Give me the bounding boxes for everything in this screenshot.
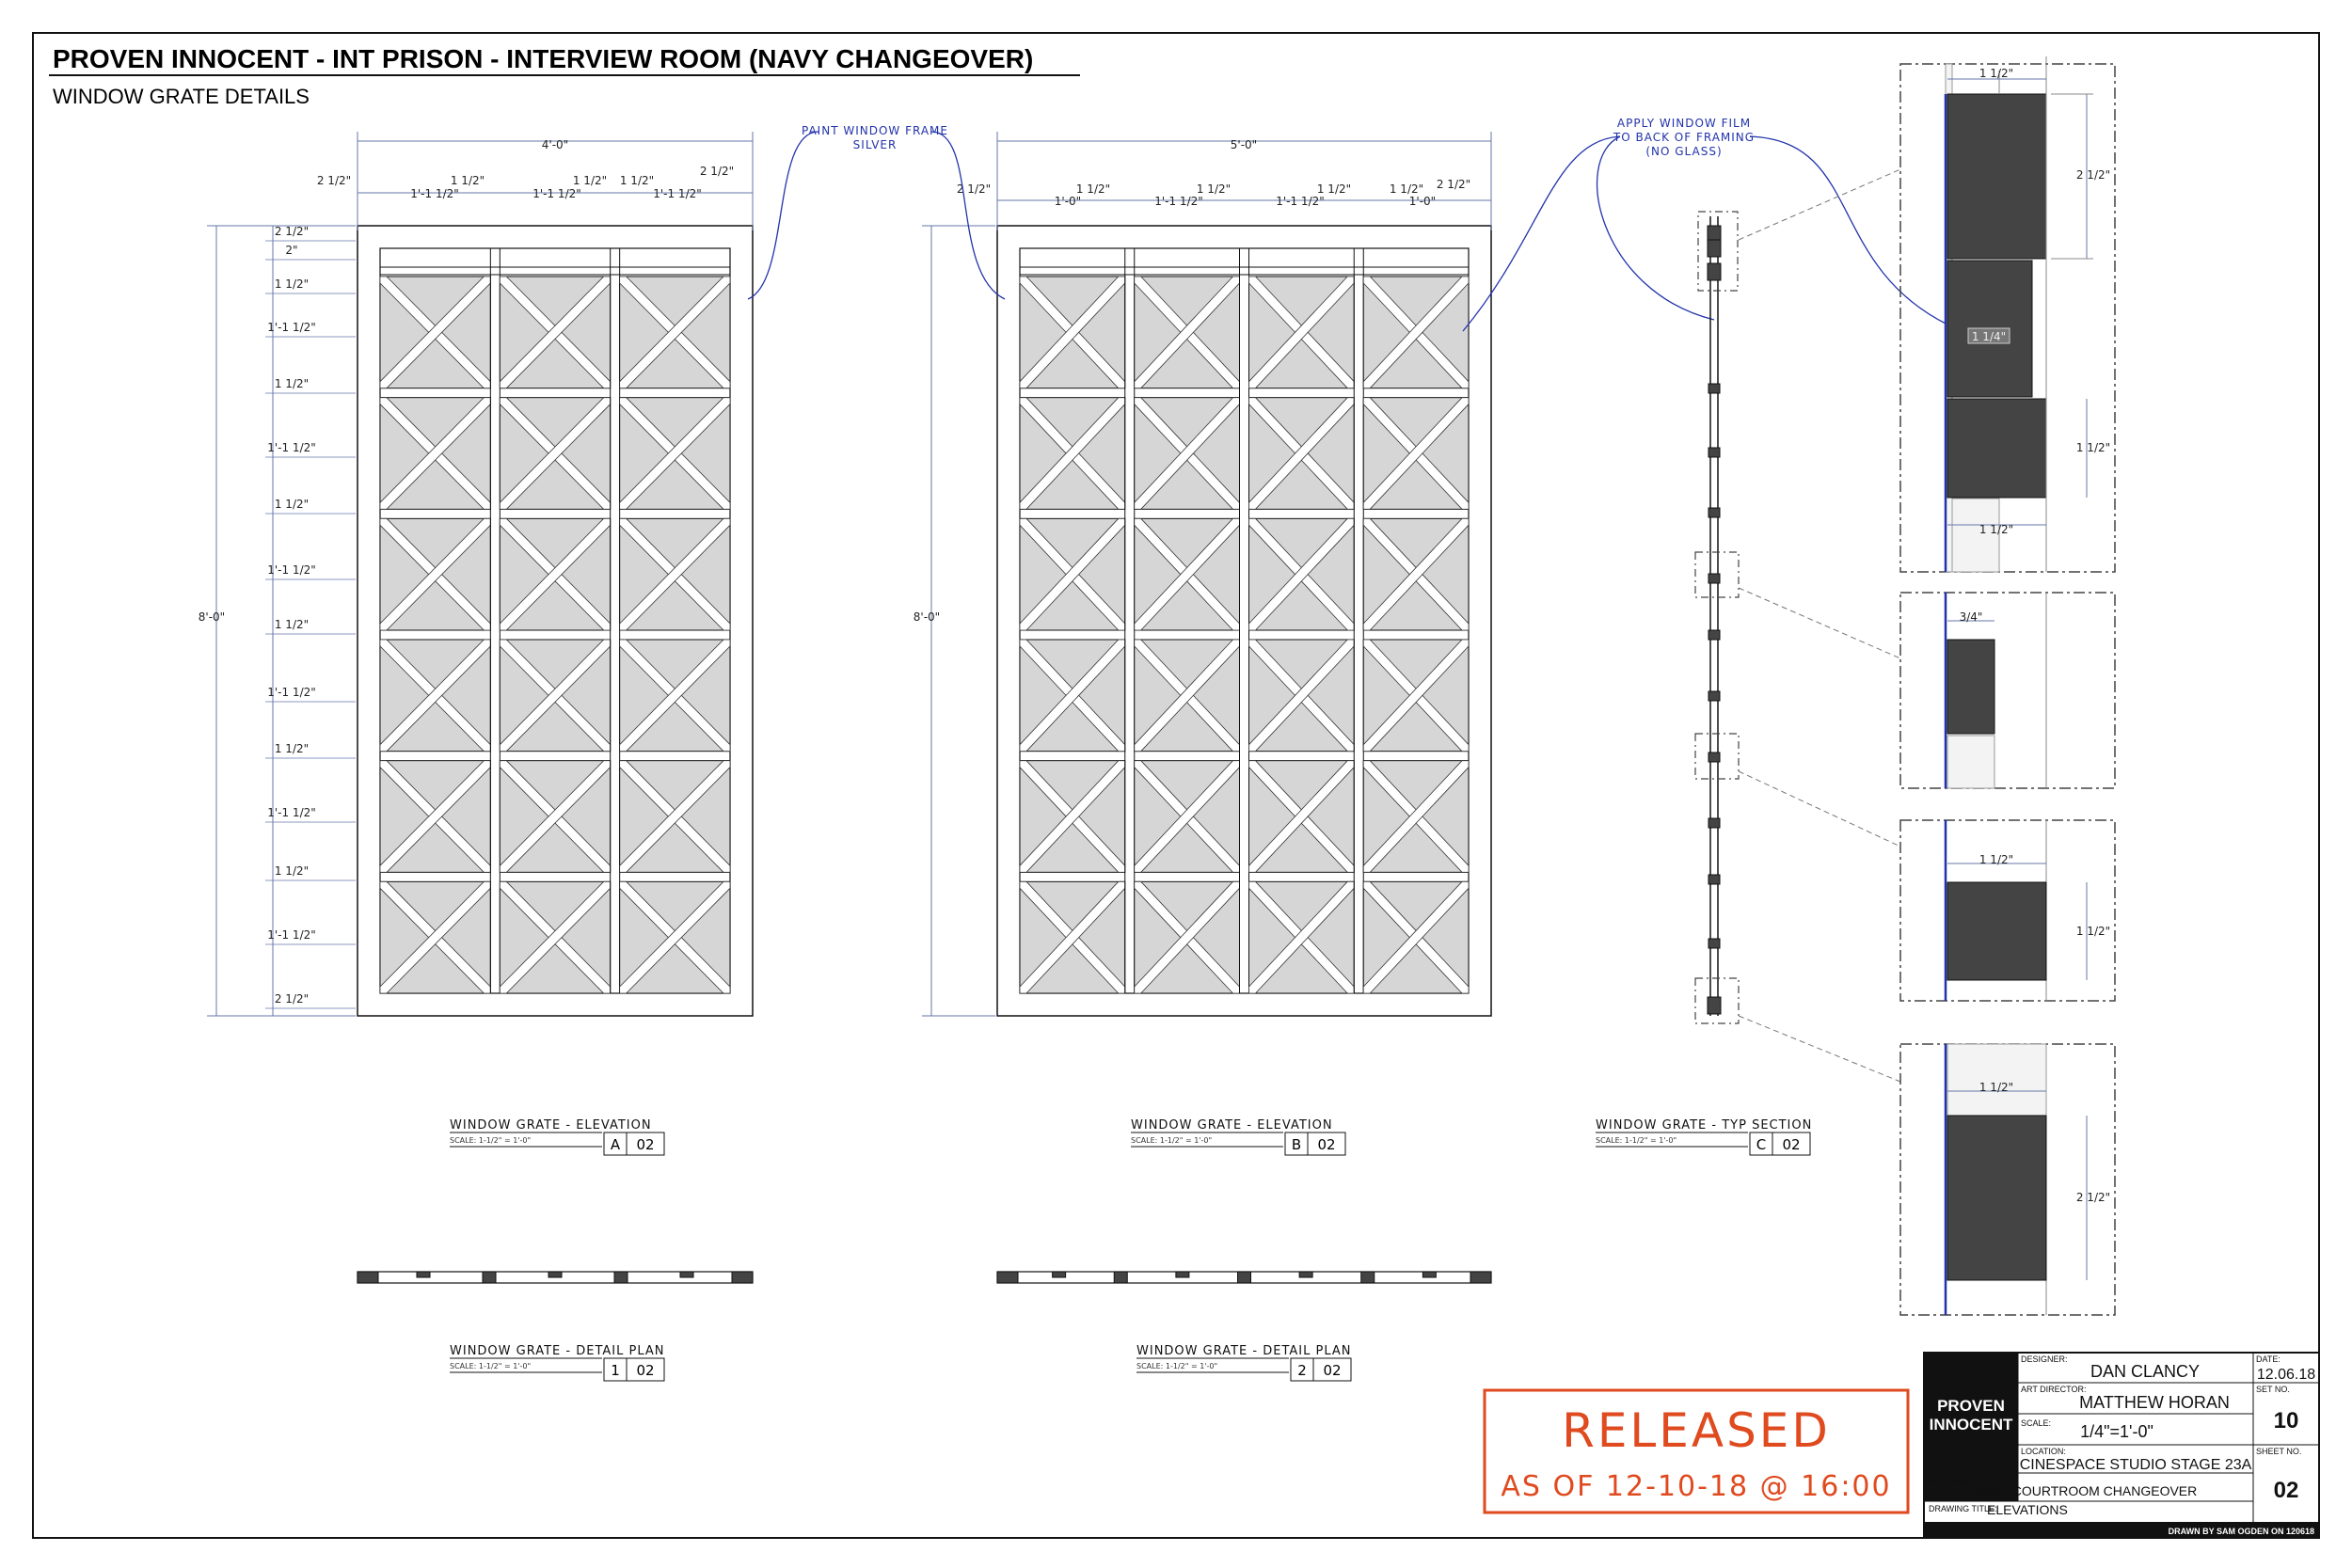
dim-a-left-14: 2 1/2": [274, 992, 310, 1006]
d2-dim-0: 3/4": [1959, 610, 1983, 624]
dim-a-left-8: 1 1/2": [274, 618, 310, 631]
plan-2-brace: [1176, 1272, 1189, 1277]
tb-location-label: LOCATION:: [2021, 1447, 2066, 1456]
plan-1-mullion: [614, 1272, 628, 1283]
dim-a-top-2: 1'-1 1/2": [410, 187, 459, 200]
plan-2-end: [1470, 1272, 1491, 1283]
plan-2-mullion: [1114, 1272, 1127, 1283]
tb-designer: DAN CLANCY: [2090, 1362, 2201, 1381]
tb-set-no: 10: [2273, 1408, 2299, 1433]
svg-text:B: B: [1291, 1136, 1302, 1153]
detail-plan-1: [358, 1272, 753, 1283]
plan-2-end: [997, 1272, 1018, 1283]
svg-text:02: 02: [636, 1136, 655, 1153]
d1-dim-1: 2 1/2": [2075, 168, 2111, 182]
svg-text:SCALE: 1-1/2" = 1'-0": SCALE: 1-1/2" = 1'-0": [1596, 1136, 1677, 1145]
dim-b-height: 8'-0": [913, 610, 941, 624]
svg-text:WINDOW GRATE - DETAIL PLAN: WINDOW GRATE - DETAIL PLAN: [1136, 1344, 1352, 1358]
section-member: [1708, 752, 1720, 762]
dim-b-top-7: 1 1/2": [1389, 182, 1424, 196]
svg-text:SCALE: 1-1/2" = 1'-0": SCALE: 1-1/2" = 1'-0": [1131, 1136, 1213, 1145]
section-member: [1708, 691, 1720, 701]
section-member: [1708, 240, 1721, 257]
dim-a-top-6: 1'-1 1/2": [653, 187, 702, 200]
section-member: [1708, 448, 1720, 457]
svg-text:WINDOW GRATE - ELEVATION: WINDOW GRATE - ELEVATION: [450, 1118, 652, 1132]
svg-text:SCALE: 1-1/2" = 1'-0": SCALE: 1-1/2" = 1'-0": [1136, 1362, 1218, 1370]
svg-text:2: 2: [1297, 1362, 1307, 1379]
svg-text:SCALE: 1-1/2" = 1'-0": SCALE: 1-1/2" = 1'-0": [450, 1136, 532, 1145]
svg-text:C: C: [1756, 1136, 1767, 1153]
tb-date-label: DATE:: [2256, 1354, 2280, 1364]
dim-b-top-0: 2 1/2": [956, 182, 992, 196]
svg-text:02: 02: [1323, 1362, 1342, 1379]
svg-text:WINDOW GRATE - DETAIL PLAN: WINDOW GRATE - DETAIL PLAN: [450, 1344, 665, 1358]
svg-text:TO BACK OF FRAMING: TO BACK OF FRAMING: [1613, 131, 1756, 144]
dim-a-left-10: 1 1/2": [274, 742, 310, 755]
dim-a-left-0: 2 1/2": [274, 225, 310, 238]
label-plan-1: [450, 1344, 664, 1381]
d3-dim-0: 1 1/2": [1979, 853, 2014, 866]
tb-scale: 1/4"=1'-0": [2080, 1422, 2153, 1441]
section-member: [1708, 997, 1721, 1014]
tb-sheet-no: 02: [2273, 1478, 2299, 1503]
section-member: [1708, 939, 1720, 948]
tb-set-name: NAVY COURTROOM CHANGEOVER: [1974, 1483, 2198, 1498]
dim-b-top-3: 1 1/2": [1196, 182, 1232, 196]
dim-a-left-7: 1'-1 1/2": [267, 563, 316, 577]
dim-a-top-1: 1 1/2": [450, 174, 485, 187]
label-plan-2: [1136, 1344, 1351, 1381]
plan-1-brace: [548, 1272, 562, 1277]
svg-text:WINDOW GRATE - ELEVATION: WINDOW GRATE - ELEVATION: [1131, 1118, 1333, 1132]
elevation-b: [997, 226, 1491, 1016]
svg-text:APPLY WINDOW FILM: APPLY WINDOW FILM: [1616, 117, 1752, 130]
plan-1-mullion: [483, 1272, 496, 1283]
label-elevation-a: [450, 1118, 664, 1155]
note-paint-frame: [748, 124, 1005, 299]
tb-art-director-label: ART DIRECTOR:: [2021, 1385, 2087, 1394]
dim-b-top-1: 1 1/2": [1075, 182, 1111, 196]
section-member: [1708, 818, 1720, 828]
dim-b-top-5: 1 1/2": [1316, 182, 1352, 196]
plan-1-end: [358, 1272, 378, 1283]
svg-text:(NO GLASS): (NO GLASS): [1645, 145, 1723, 158]
stamp-date: AS OF 12-10-18 @ 16:00: [1501, 1470, 1892, 1503]
dim-a-left-9: 1'-1 1/2": [267, 686, 316, 699]
dim-a-top-3: 1 1/2": [572, 174, 608, 187]
section-member: [1708, 630, 1720, 640]
plan-2-brace: [1299, 1272, 1312, 1277]
sheet-subtitle: WINDOW GRATE DETAILS: [53, 85, 310, 108]
tb-art-director: MATTHEW HORAN: [2079, 1393, 2230, 1412]
sheet-title: PROVEN INNOCENT - INT PRISON - INTERVIEW ROOM (NAVY CHANGEOVER): [53, 44, 1034, 73]
d3-dim-1: 1 1/2": [2075, 925, 2111, 938]
svg-text:WINDOW GRATE - TYP SECTION: WINDOW GRATE - TYP SECTION: [1596, 1118, 1813, 1132]
released-stamp: [1485, 1390, 1908, 1513]
label-section-c: [1596, 1118, 1812, 1155]
dim-a-left-1: 2": [285, 244, 298, 257]
plan-2-mullion: [1238, 1272, 1251, 1283]
tb-drawn-by: DRAWN BY SAM OGDEN ON 120618: [2168, 1527, 2314, 1536]
elevation-a: [358, 226, 753, 1016]
dim-b-width: 5'-0": [1230, 138, 1258, 151]
plan-2-brace: [1422, 1272, 1436, 1277]
dim-a-left-2: 1 1/2": [274, 277, 310, 291]
tb-sheet-no-label: SHEET NO.: [2256, 1447, 2302, 1456]
section-member: [1708, 384, 1720, 393]
detail-2: [1900, 593, 2115, 788]
dim-a-left-12: 1 1/2": [274, 864, 310, 878]
dim-b-top-8: 1'-0": [1408, 195, 1437, 208]
dim-a-top-5: 1 1/2": [619, 174, 655, 187]
tb-set-no-label: SET NO.: [2256, 1385, 2290, 1394]
title-block: [1924, 1353, 2319, 1538]
plan-2-brace: [1053, 1272, 1066, 1277]
tb-drawing-title-label: DRAWING TITLE:: [1929, 1504, 1997, 1513]
stamp-released: RELEASED: [1562, 1403, 1831, 1458]
tb-drawing-title: ELEVATIONS: [1987, 1502, 2068, 1517]
svg-text:PAINT WINDOW FRAME: PAINT WINDOW FRAME: [802, 124, 948, 137]
tb-scale-label: SCALE:: [2021, 1418, 2052, 1428]
svg-text:02: 02: [1782, 1136, 1801, 1153]
typical-section: [1695, 169, 1900, 1082]
svg-text:SILVER: SILVER: [852, 138, 898, 151]
d4-dim-0: 1 1/2": [1979, 1081, 2014, 1094]
dim-a-top-0: 2 1/2": [316, 174, 352, 187]
tb-designer-label: DESIGNER:: [2021, 1354, 2068, 1364]
detail-4: [1900, 1044, 2115, 1315]
section-member: [1708, 875, 1720, 884]
dim-a-left-13: 1'-1 1/2": [267, 928, 316, 942]
plan-1-brace: [417, 1272, 430, 1277]
dim-a-left-11: 1'-1 1/2": [267, 806, 316, 819]
d1-dim-3: 1 1/2": [2075, 441, 2111, 454]
svg-text:02: 02: [636, 1362, 655, 1379]
dim-a-top-4: 1'-1 1/2": [532, 187, 581, 200]
note-window-film: [1463, 117, 1947, 331]
section-member: [1708, 508, 1720, 517]
dim-a-left-5: 1'-1 1/2": [267, 441, 316, 454]
svg-text:1: 1: [611, 1362, 620, 1379]
dim-a-width: 4'-0": [541, 138, 569, 151]
section-member: [1708, 263, 1721, 280]
label-elevation-b: [1131, 1118, 1345, 1155]
plan-1-end: [732, 1272, 753, 1283]
dim-a-left-3: 1'-1 1/2": [267, 321, 316, 334]
tb-location: CINESPACE STUDIO STAGE 23A: [2019, 1457, 2252, 1473]
dim-a-left-4: 1 1/2": [274, 377, 310, 390]
tb-logo-line2: INNOCENT: [1929, 1416, 2013, 1433]
d1-dim-0: 1 1/2": [1979, 67, 2014, 80]
dim-b-top-2: 1'-0": [1054, 195, 1082, 208]
tb-set-name-label: SET NAME:: [1929, 1477, 1975, 1486]
d1-dim-4: 1 1/2": [1979, 523, 2014, 536]
section-member: [1708, 574, 1720, 583]
detail-1: [1900, 56, 2115, 572]
dim-a-height: 8'-0": [198, 610, 226, 624]
dim-a-left-6: 1 1/2": [274, 498, 310, 511]
dim-b-top-9: 2 1/2": [1436, 178, 1471, 191]
detail-plan-2: [997, 1272, 1491, 1283]
dim-b-top-4: 1'-1 1/2": [1154, 195, 1203, 208]
svg-text:A: A: [610, 1136, 621, 1153]
tb-date: 12.06.18: [2256, 1367, 2316, 1383]
dim-a-top-7: 2 1/2": [699, 165, 735, 178]
svg-text:SCALE: 1-1/2" = 1'-0": SCALE: 1-1/2" = 1'-0": [450, 1362, 532, 1370]
svg-text:02: 02: [1317, 1136, 1336, 1153]
tb-logo-line1: PROVEN: [1937, 1397, 2005, 1415]
d1-dim-2: 1 1/4": [1971, 330, 2007, 343]
detail-3: [1900, 820, 2115, 1001]
dim-b-top-6: 1'-1 1/2": [1276, 195, 1325, 208]
plan-1-brace: [680, 1272, 693, 1277]
plan-2-mullion: [1361, 1272, 1375, 1283]
d4-dim-1: 2 1/2": [2075, 1191, 2111, 1204]
